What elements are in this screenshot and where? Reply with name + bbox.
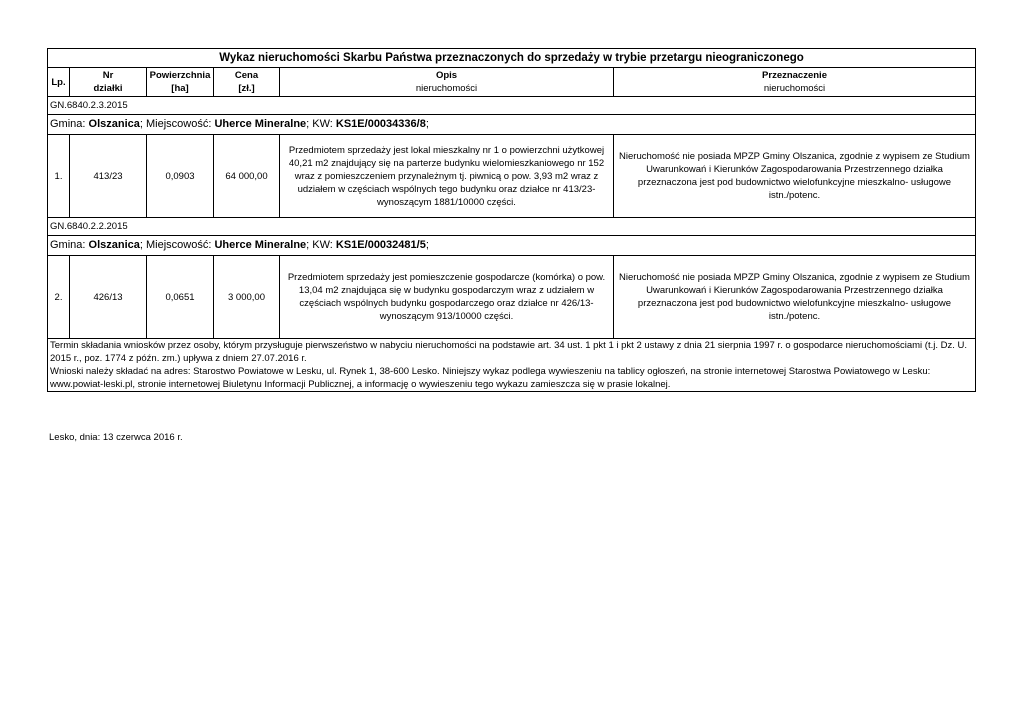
cell-area: 0,0903 bbox=[147, 135, 214, 218]
cell-parcel-number: 413/23 bbox=[70, 135, 147, 218]
cell-price: 3 000,00 bbox=[214, 256, 280, 339]
header-nr: Nr działki bbox=[70, 68, 147, 97]
table-row bbox=[48, 135, 976, 218]
entry-reference: GN.6840.2.3.2015 bbox=[48, 97, 976, 115]
cell-lp: 1. bbox=[48, 135, 70, 218]
header-destination: Przeznaczenie nieruchomości bbox=[614, 68, 976, 97]
table-row bbox=[48, 256, 976, 339]
footer-address-note: Wnioski należy składać na adres: Starostwo Powiatowe w Lesku, ul. Rynek 1, 38-600 Lesko. Niniejszy wykaz podlega wywieszeniu na tablicy ogłoszeń, na stronie internetowej Starostwa Powiatowego w Lesku: www.powiat-leski.pl, stronie internetowej Biuletynu Informacji Publicznej, a informację o wywieszeniu tego wykazu zamieszcza się w prasie lokalnej. bbox=[50, 366, 931, 390]
entry-location: Gmina: Olszanica; Miejscowość: Uherce Mineralne; KW: KS1E/00034336/8; bbox=[48, 115, 976, 135]
cell-parcel-number: 426/13 bbox=[70, 256, 147, 339]
footer-notes bbox=[48, 339, 976, 392]
cell-description: Przedmiotem sprzedaży jest lokal mieszkalny nr 1 o powierzchni użytkowej 40,21 m2 znajdujący się na parterze budynku wielomieszkaniowego nr 152 wraz z pomieszczeniem przynależnym tj. piwnicą o pow. 3,93 m2 wraz z udziałem w częściach wspólnych tego budynku oraz działce nr 413/23- wynoszącym 1881/10000 części. bbox=[280, 135, 614, 218]
cell-description: Przedmiotem sprzedaży jest pomieszczenie gospodarcze (komórka) o pow. 13,04 m2 znajdująca się w budynku gospodarczym wraz z udziałem w częściach wspólnych budynku gospodarczego oraz działce nr 426/13- wynoszącym 913/10000 części. bbox=[280, 256, 614, 339]
header-price: Cena [zł.] bbox=[214, 68, 280, 97]
place-and-date: Lesko, dnia: 13 czerwca 2016 r. bbox=[49, 432, 183, 443]
header-lp: Lp. bbox=[48, 68, 70, 97]
property-list-table bbox=[47, 48, 976, 392]
entry-location: Gmina: Olszanica; Miejscowość: Uherce Mineralne; KW: KS1E/00032481/5; bbox=[48, 236, 976, 256]
header-description: Opis nieruchomości bbox=[280, 68, 614, 97]
cell-area: 0,0651 bbox=[147, 256, 214, 339]
footer-deadline-note: Termin składania wniosków przez osoby, którym przysługuje pierwszeństwo w nabyciu nieruchomości na podstawie art. 34 ust. 1 pkt 1 i pkt 2 ustawy z dnia 21 sierpnia 1997 r. o gospodarce nieruchomościami (t.j. Dz. U. 2015 r., poz. 1774 z późn. zm.) upływa z dniem 27.07.2016 r. bbox=[50, 340, 968, 364]
cell-destination: Nieruchomość nie posiada MPZP Gminy Olszanica, zgodnie z wypisem ze Studium Uwarunkowań i Kierunków Zagospodarowania Przestrzennego działka przeznaczona jest pod budownictwo wielofunkcyjne mieszkalno- usługowe istn./potenc. bbox=[614, 256, 976, 339]
header-area: Powierzchnia [ha] bbox=[147, 68, 214, 97]
cell-destination: Nieruchomość nie posiada MPZP Gminy Olszanica, zgodnie z wypisem ze Studium Uwarunkowań i Kierunków Zagospodarowania Przestrzennego działka przeznaczona jest pod budownictwo wielofunkcyjne mieszkalno- usługowe istn./potenc. bbox=[614, 135, 976, 218]
cell-price: 64 000,00 bbox=[214, 135, 280, 218]
cell-lp: 2. bbox=[48, 256, 70, 339]
entry-reference: GN.6840.2.2.2015 bbox=[48, 218, 976, 236]
document-title: Wykaz nieruchomości Skarbu Państwa przeznaczonych do sprzedaży w trybie przetargu nieograniczonego bbox=[48, 49, 976, 68]
